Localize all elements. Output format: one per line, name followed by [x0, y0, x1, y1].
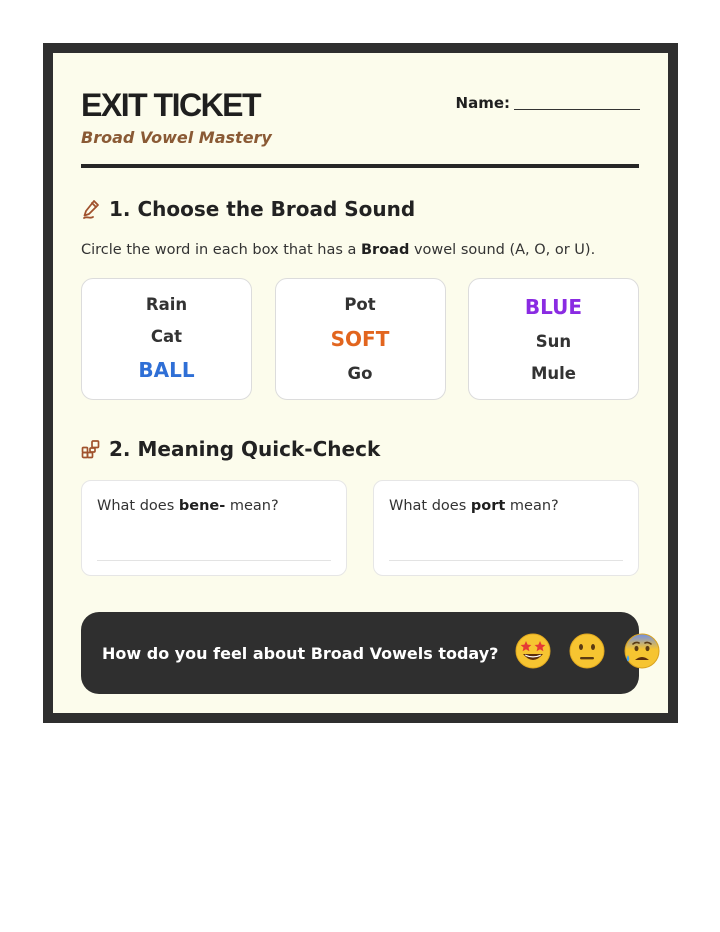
name-field[interactable] — [456, 94, 640, 112]
word-box-3 — [468, 278, 639, 400]
word-option[interactable]: Mule — [530, 363, 576, 383]
header-divider — [81, 164, 639, 168]
word-option[interactable]: SOFT — [330, 326, 390, 351]
word-box-1 — [81, 278, 252, 400]
word-option[interactable]: Sun — [535, 331, 572, 351]
meaning-question-text: What does bene- mean? — [97, 498, 279, 514]
answer-line[interactable] — [389, 560, 623, 561]
page-subtitle: Broad Vowel Mastery — [81, 128, 272, 147]
word-option[interactable]: BALL — [138, 358, 195, 383]
blocks-icon — [81, 439, 101, 459]
exit-ticket-sheet — [43, 43, 678, 723]
neutral-face-emoji-icon[interactable] — [568, 632, 606, 674]
word-option[interactable]: Cat — [150, 326, 183, 346]
anxious-sweat-emoji-icon[interactable] — [622, 631, 662, 675]
section-2-title: 2. Meaning Quick-Check — [109, 437, 381, 461]
word-box-2 — [275, 278, 446, 400]
section-1-title: 1. Choose the Broad Sound — [109, 197, 416, 221]
word-option[interactable]: BLUE — [524, 294, 583, 319]
feelings-bar — [81, 612, 639, 694]
star-struck-emoji-icon[interactable] — [514, 632, 552, 674]
section-1-heading — [81, 197, 415, 221]
answer-line[interactable] — [97, 560, 331, 561]
name-label: Name: — [455, 94, 510, 112]
pencil-icon — [81, 198, 101, 220]
meaning-box-group — [81, 480, 639, 576]
word-box-group — [81, 278, 639, 400]
section-1-instruction: Circle the word in each box that has a Broad vowel sound (A, O, or U). — [81, 242, 596, 258]
page-title: EXIT TICKET — [81, 87, 261, 123]
feelings-prompt: How do you feel about Broad Vowels today? — [102, 643, 499, 663]
word-option[interactable]: Rain — [145, 294, 188, 314]
name-blank-line[interactable] — [514, 109, 640, 110]
word-option[interactable]: Pot — [344, 294, 376, 314]
meaning-question-text: What does port mean? — [389, 498, 559, 514]
meaning-question-2[interactable] — [373, 480, 639, 576]
section-2-heading — [81, 437, 380, 461]
meaning-question-1[interactable] — [81, 480, 347, 576]
word-option[interactable]: Go — [347, 363, 373, 383]
